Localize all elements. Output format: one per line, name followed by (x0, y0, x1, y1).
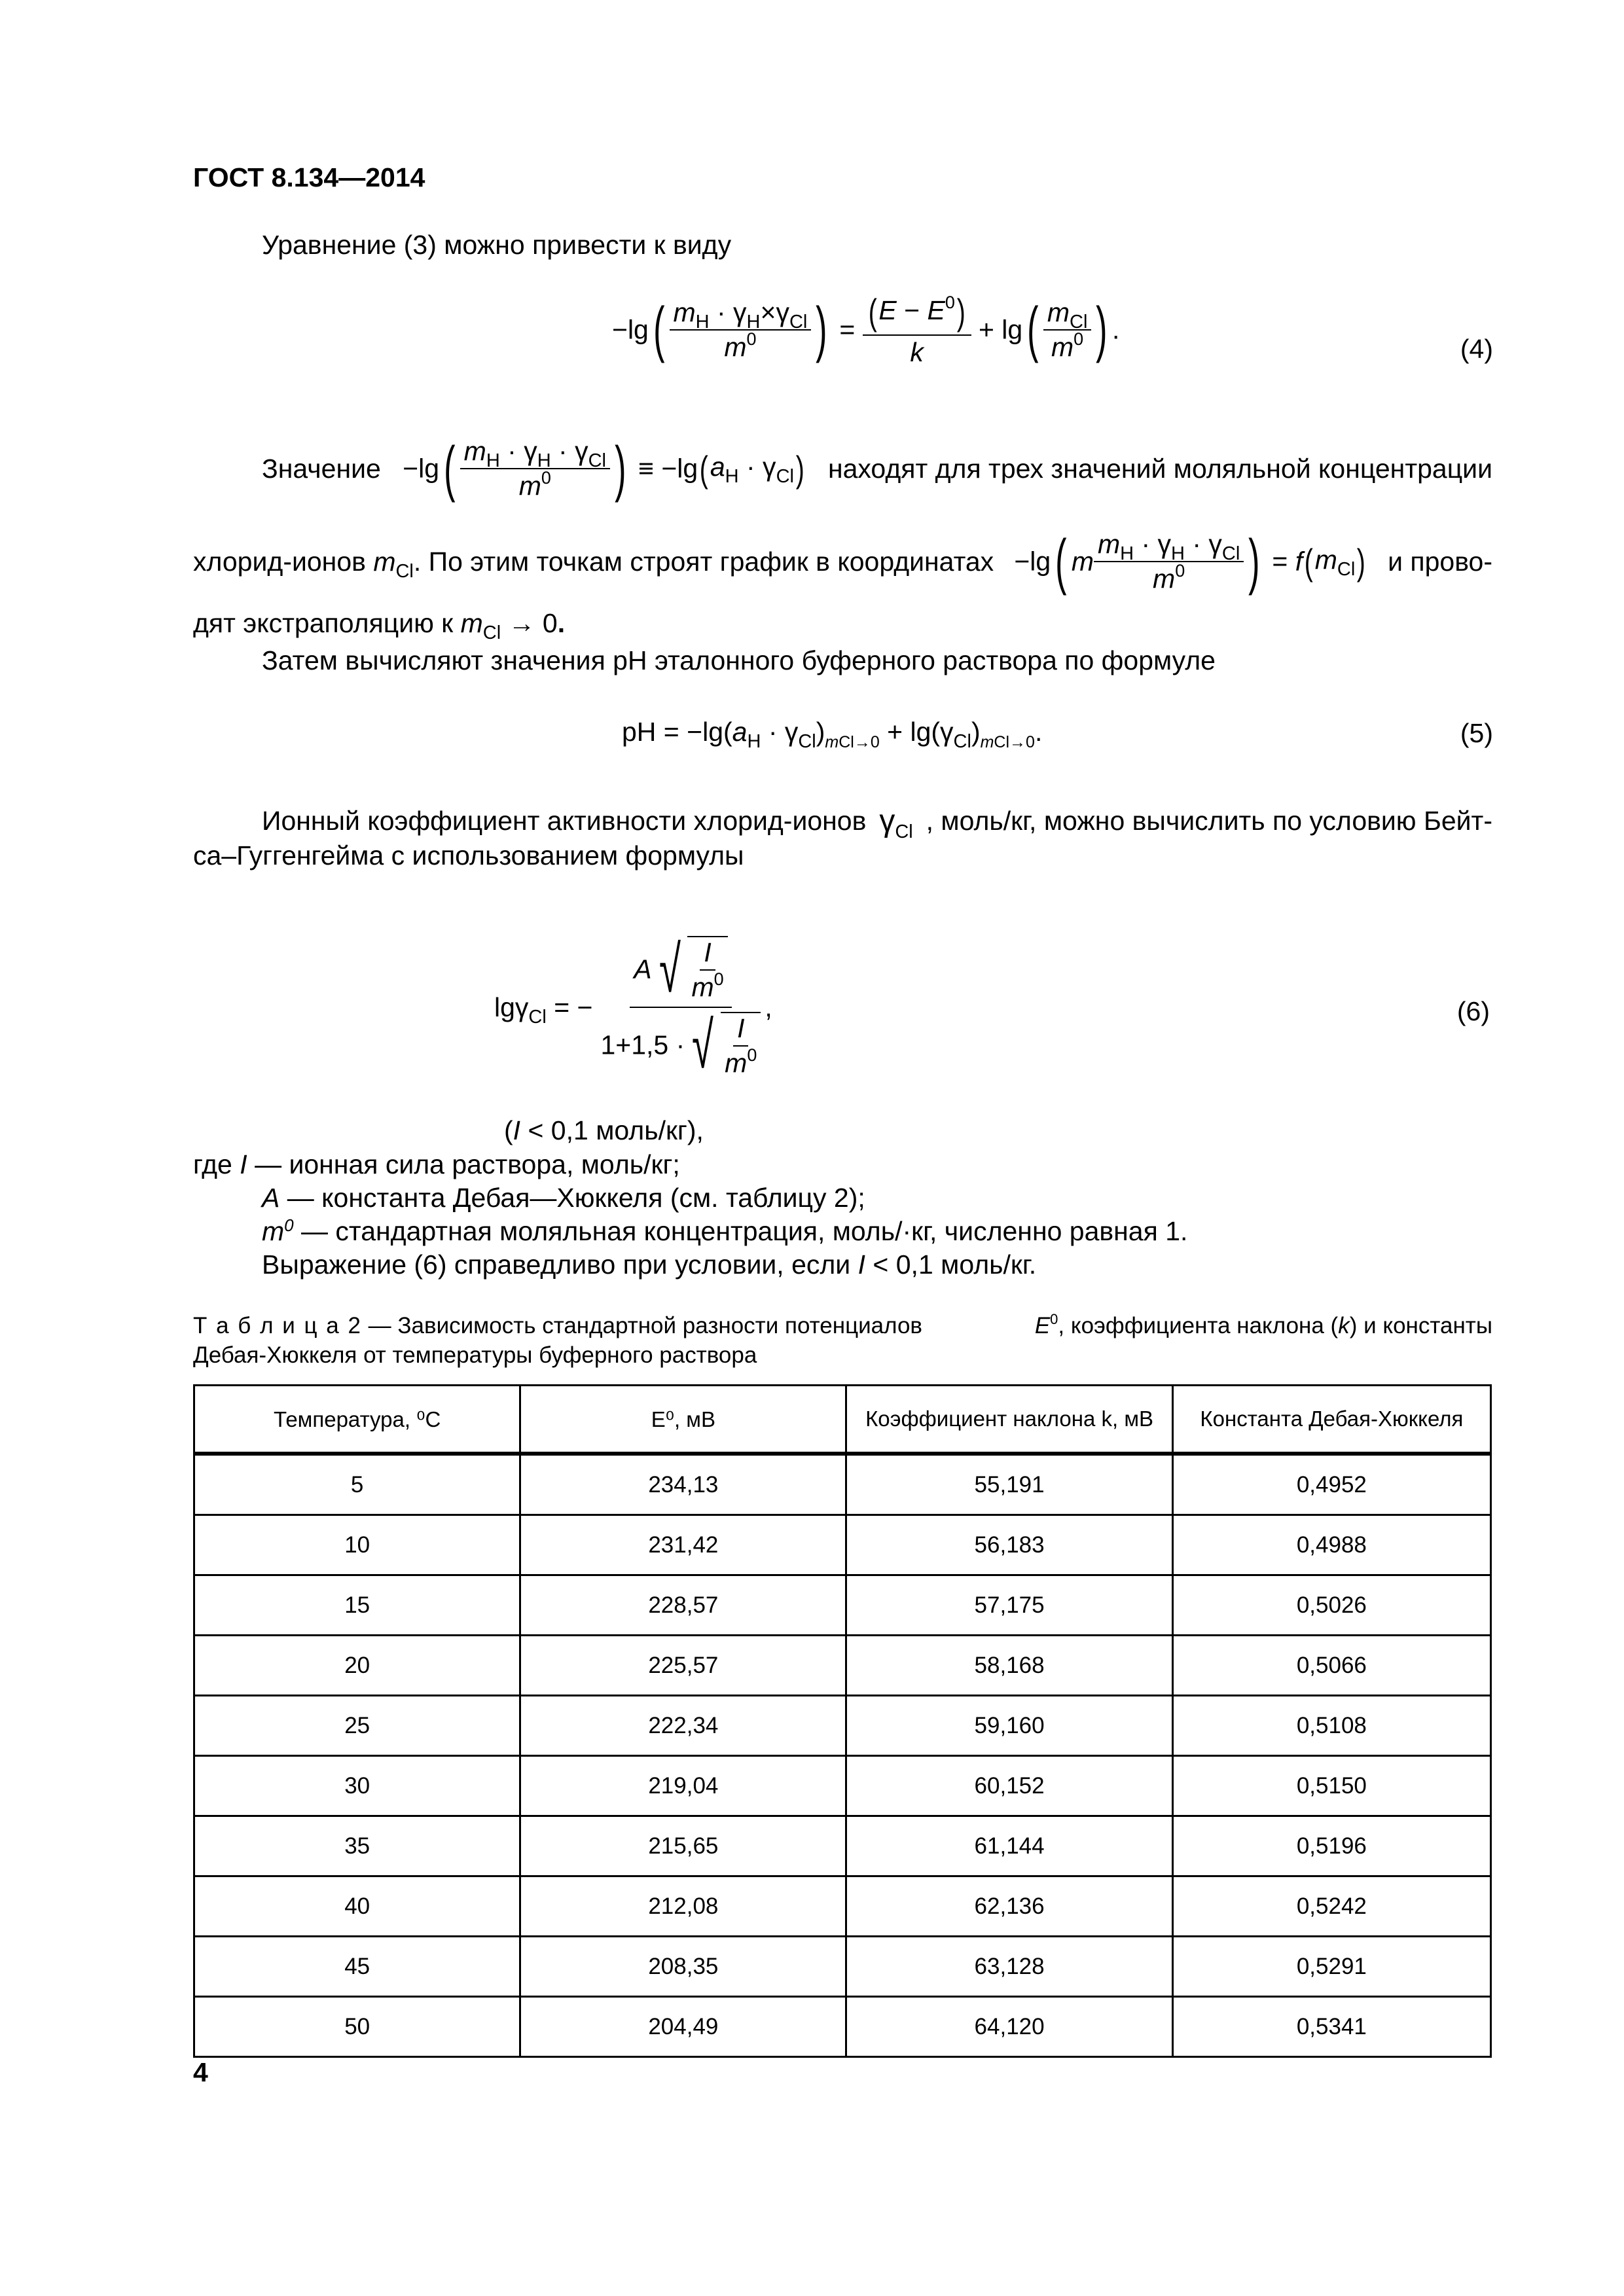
table-cell: 215,65 (520, 1816, 846, 1876)
table-row (194, 1575, 1491, 1636)
table-cell: 10 (194, 1515, 520, 1575)
paragraph-ionic-line1: Ионный коэффициент активности хлорид-ионов $\gamma_{Cl}$ , моль/кг, можно вычислить по условию Бейт- (262, 804, 1492, 842)
table-cell: 225,57 (520, 1636, 846, 1696)
table-header-cell: Константа Дебая-Хюккеля (1172, 1386, 1490, 1454)
paragraph-ionic-text-b: , моль/кг, можно вычислить по условию Бейт- (926, 806, 1492, 836)
paragraph-graph-start: хлорид-ионов (193, 546, 366, 577)
data-table (193, 1384, 1492, 2058)
where-a-text: — константа Дебая—Хюккеля (см. таблицу 2); (287, 1183, 865, 1213)
table-cell: 40 (194, 1876, 520, 1937)
table-cell: 56,183 (846, 1515, 1172, 1575)
equation-4-number: (4) (1460, 334, 1493, 364)
where-m0-text: — стандартная моляльная концентрация, моль/·кг, численно равная 1. (301, 1216, 1188, 1246)
paragraph-ionic-text-a: Ионный коэффициент активности хлорид-ионов (262, 806, 867, 836)
table-cell: 234,13 (520, 1454, 846, 1515)
table-cell: 208,35 (520, 1937, 846, 1997)
equation-4: −lg( $\frac{m_H \cdot \gamma_H\times\gamma_{Cl}}{m^0}$ ) = $\frac{(E - E^0)}{k}$ + lg( $\frac{m_{Cl}}{m^0}$ ) . (612, 291, 1120, 368)
equation-6-number: (6) (1456, 996, 1490, 1026)
table-cell: 228,57 (520, 1575, 846, 1636)
table-row (194, 1937, 1491, 1997)
table-caption-text-a: — Зависимость стандартной разности потенциалов (361, 1313, 929, 1338)
paragraph-extrapolation-text: дят экстраполяцию к (193, 608, 454, 638)
where-a: A — константа Дебая—Хюккеля (см. таблицу 2); (262, 1183, 865, 1213)
paragraph-graph-end: и прово- (1388, 546, 1492, 577)
equation-5: pH = $-\lg(a_H \cdot \gamma_{Cl})_{mCl\to 0} + \lg(\gamma_{Cl})_{mCl\to 0}$. (622, 717, 1043, 752)
table-header-cell: E⁰, мВ (520, 1386, 846, 1454)
inline-formula-value: −lg( $\frac{m_H \cdot \gamma_H \cdot \gamma_{Cl}}{m^0}$ ) ≡ $-\lg(a_H \cdot \gamma_{Cl})$ (403, 433, 804, 503)
table-cell: 0,4988 (1172, 1515, 1490, 1575)
table-cell: 231,42 (520, 1515, 846, 1575)
table-cell: 204,49 (520, 1997, 846, 2057)
condition-text: < 0,1 моль/кг), (528, 1115, 704, 1145)
paragraph-value-end: находят для трех значений моляльной концентрации (827, 453, 1492, 484)
table-cell: 50 (194, 1997, 520, 2057)
table-cell: 61,144 (846, 1816, 1172, 1876)
table-row (194, 1454, 1491, 1515)
table-cell: 55,191 (846, 1454, 1172, 1515)
table-cell: 58,168 (846, 1636, 1172, 1696)
expression-note: Выражение (6) справедливо при условии, если I < 0,1 моль/кг. (262, 1249, 1037, 1280)
table-cell: 0,5108 (1172, 1696, 1490, 1756)
table-row (194, 1756, 1491, 1816)
paragraph-graph-mid: . По этим точкам строят график в координатах (413, 546, 994, 577)
table-cell: 222,34 (520, 1696, 846, 1756)
table-cell: 57,175 (846, 1575, 1172, 1636)
where-i: где I — ионная сила раствора, моль/кг; (193, 1149, 680, 1179)
paragraph-ionic-line2: са–Гуггенгейма с использованием формулы (193, 840, 744, 870)
table-cell: 59,160 (846, 1696, 1172, 1756)
table-caption-text-c: ) и константы (1349, 1313, 1492, 1338)
where-m0: $m^0$ — стандартная моляльная концентрация, моль/·кг, численно равная 1. (262, 1215, 1188, 1246)
expression-note-a: Выражение (6) справедливо при условии, если (262, 1249, 851, 1280)
table-row (194, 1997, 1491, 2057)
table-cell: 64,120 (846, 1997, 1172, 2057)
table-cell: 63,128 (846, 1937, 1172, 1997)
table-header-cell: Коэффициент наклона k, мВ (846, 1386, 1172, 1454)
table-cell: 219,04 (520, 1756, 846, 1816)
equation-6: lgγ$_{Cl}$ = − A √ $\frac{I}{m^0}$ 1+1,5 · √ $\frac{I}{m^0}$ , (494, 933, 772, 1083)
table-row (194, 1816, 1491, 1876)
table-cell: 0,5196 (1172, 1816, 1490, 1876)
table-cell: 0,5341 (1172, 1997, 1490, 2057)
table-cell: 0,5026 (1172, 1575, 1490, 1636)
table-cell: 0,4952 (1172, 1454, 1490, 1515)
where-prefix: где (193, 1149, 232, 1179)
document-header: ГОСТ 8.134—2014 (193, 162, 425, 192)
table-header-row (194, 1386, 1491, 1454)
table-cell: 60,152 (846, 1756, 1172, 1816)
paragraph-ph: Затем вычисляют значения pH эталонного буферного раствора по формуле (262, 645, 1216, 675)
table-row (194, 1876, 1491, 1937)
table-cell: 212,08 (520, 1876, 846, 1937)
table-caption-label: Т а б л и ц а 2 (193, 1313, 362, 1338)
table-cell: 15 (194, 1575, 520, 1636)
table-cell: 0,5242 (1172, 1876, 1490, 1937)
table-caption-text-b: , коэффициента наклона ( (1058, 1313, 1339, 1338)
table-row (194, 1636, 1491, 1696)
paragraph-value (262, 433, 1492, 503)
table-caption-line1: Т а б л и ц а 2 — Зависимость стандартной разности потенциалов $E^0$, коэффициента наклона (k) и константы (193, 1311, 1492, 1338)
page-number: 4 (193, 2057, 208, 2087)
table-cell: 5 (194, 1454, 520, 1515)
table-cell: 0,5066 (1172, 1636, 1490, 1696)
paragraph-graph: хлорид-ионов $m_{Cl}$. По этим точкам строят график в координатах −lg( m $\frac{m_H \cdot \gamma_H \cdot \gamma_{Cl}}{m^0}$ ) = $f(m_{Cl})$ и прово- (193, 526, 1492, 596)
table-cell: 0,5150 (1172, 1756, 1490, 1816)
inline-formula-graph: −lg( m $\frac{m_H \cdot \gamma_H \cdot \gamma_{Cl}}{m^0}$ ) = $f(m_{Cl})$ (1014, 526, 1366, 596)
paragraph-intro: Уравнение (3) можно привести к виду (262, 230, 732, 260)
equation-5-number: (5) (1460, 718, 1493, 748)
table-cell: 30 (194, 1756, 520, 1816)
expression-note-b: < 0,1 моль/кг. (873, 1249, 1037, 1280)
table-cell: 20 (194, 1636, 520, 1696)
table-cell: 25 (194, 1696, 520, 1756)
table-cell: 0,5291 (1172, 1937, 1490, 1997)
table-caption-line2: Дебая-Хюккеля от температуры буферного раствора (193, 1342, 757, 1368)
paragraph-extrapolation: дят экстраполяцию к $m_{Cl} \to 0$. (193, 608, 566, 643)
equation-6-condition: (I < 0,1 моль/кг), (504, 1115, 704, 1145)
table-row (194, 1515, 1491, 1575)
table-cell: 35 (194, 1816, 520, 1876)
table-cell: 62,136 (846, 1876, 1172, 1937)
where-i-text: — ионная сила раствора, моль/кг; (255, 1149, 680, 1179)
table-row (194, 1696, 1491, 1756)
table-cell: 45 (194, 1937, 520, 1997)
table-header-cell: Температура, ⁰С (194, 1386, 520, 1454)
paragraph-value-start: Значение (262, 453, 381, 484)
